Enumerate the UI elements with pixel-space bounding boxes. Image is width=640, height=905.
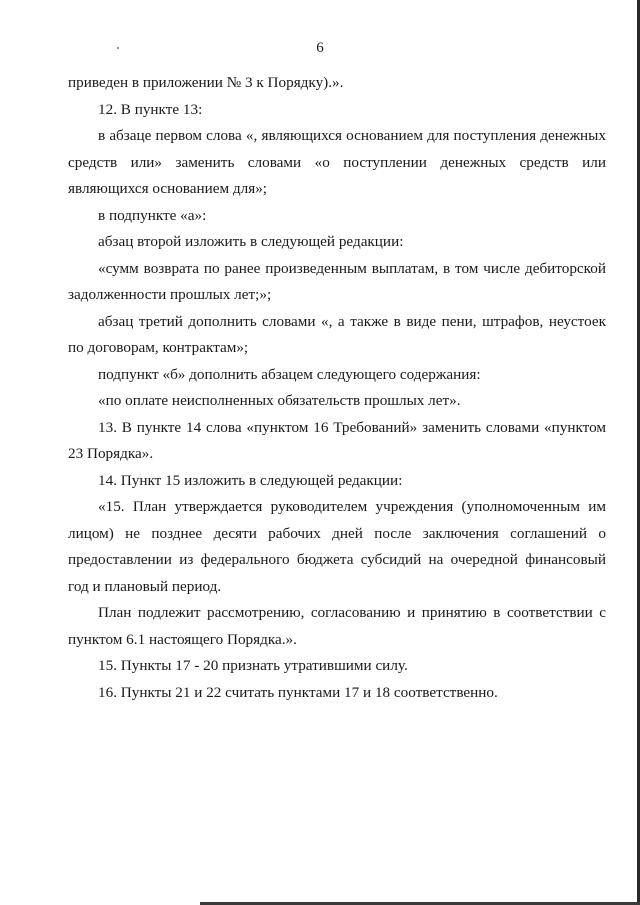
paragraph-subitem-b-text: «по оплате неисполненных обязательств прошлых лет». [98,392,461,409]
paragraph-item-12: 12. В пункте 13: [98,100,203,118]
paragraph-item-15: 15. Пункты 17 - 20 признать утратившими силу. [98,657,408,674]
paragraph-item-14: 14. Пункт 15 изложить в следующей редакции: [98,471,403,489]
paragraph-subitem-b: подпункт «б» дополнить абзацем следующего содержания: [98,365,481,383]
paragraph-abzac-second-text: «сумм возврата по ранее произведенным выплатам, в том числе дебиторской задолженности прошлых лет;»; [68,259,606,303]
paragraph-item-15-text: «15. План утверждается руководителем учреждения (уполномоченным им лицом) не позднее десяти рабочих дней после заключения соглашений о предоставлении из федерального бюджета субсидий на очередной финансовый год и плановый период. [68,498,606,595]
paragraph-item-13: 13. В пункте 14 слова «пунктом 16 Требований» заменить словами «пунктом 23 Порядка». [68,418,606,462]
page-number: 6 [316,40,324,56]
paragraph-continuation: приведен в приложении № 3 к Порядку).». [68,74,344,91]
paragraph-plan-review: План подлежит рассмотрению, согласованию и принятию в соответствии с пунктом 6.1 настоящего Порядка.». [68,604,606,648]
paragraph-abzac-third: абзац третий дополнить словами «, а также в виде пени, штрафов, неустоек по договорам, контрактам»; [68,312,606,356]
paragraph-abzac-second: абзац второй изложить в следующей редакции: [98,233,404,250]
document-body [68,70,606,706]
paragraph-item-12-first-abzac: в абзаце первом слова «, являющихся основанием для поступления денежных средств или» заменить словами «о поступлении денежных средств или являющихся основанием для»; [68,127,606,197]
paragraph-subitem-a: в подпункте «а»: [98,206,207,224]
paragraph-item-16: 16. Пункты 21 и 22 считать пунктами 17 и 18 соответственно. [98,683,498,701]
